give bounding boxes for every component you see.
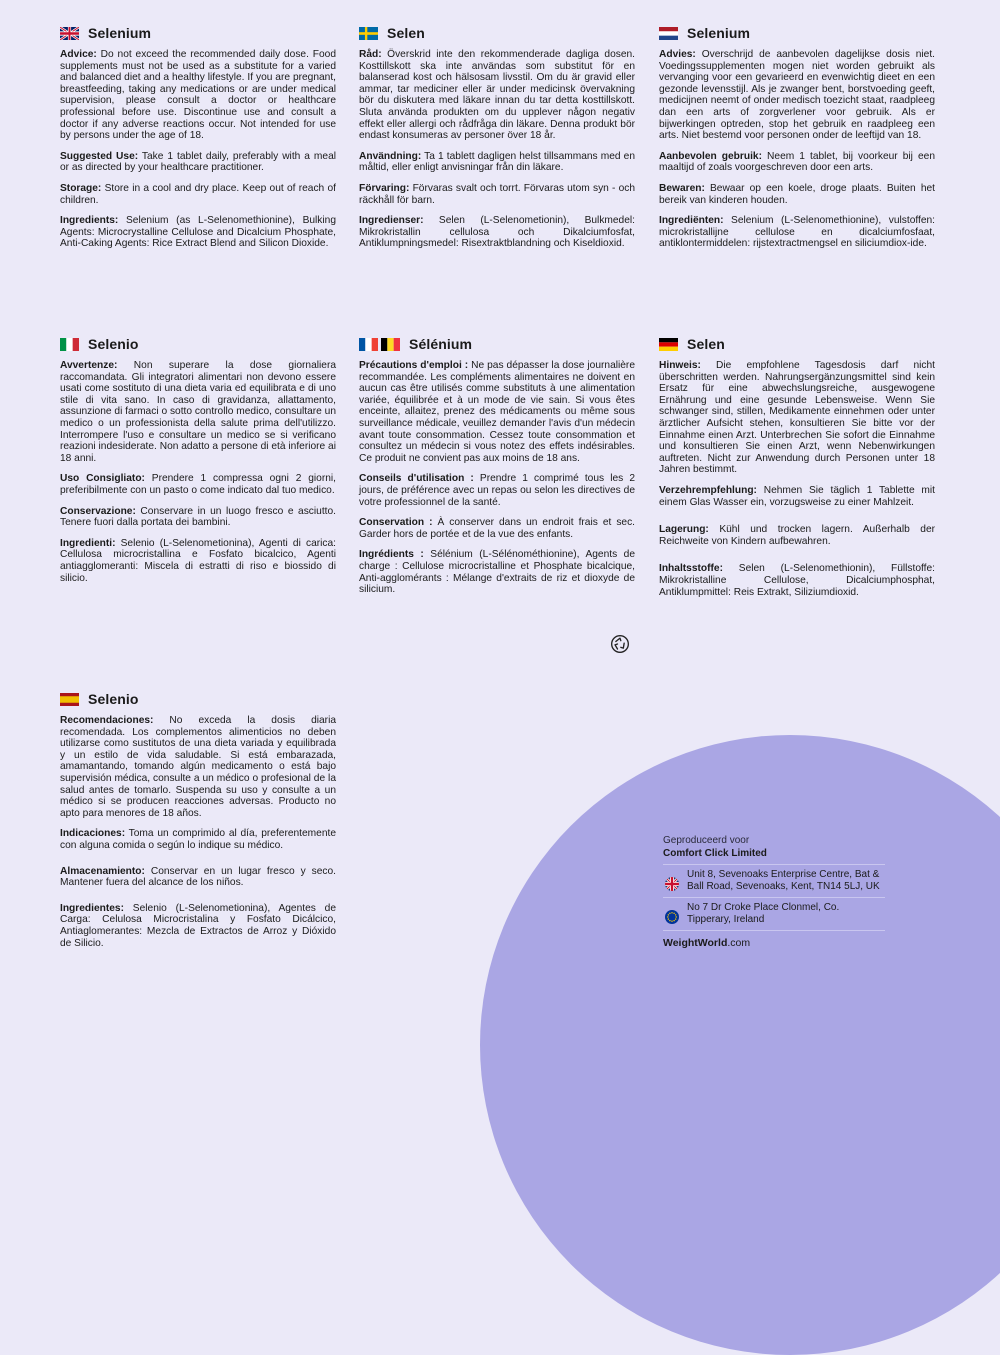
advice-text: Överskrid inte den rekommenderade dagliga dosen. Kosttillskott ska inte användas som substitut för en balanserad kost och hälsosam livsstil. Om du är gravid eller ammar, tar mediciner eller är under medicinsk övervakning bör du diskutera med läkare innan du tar detta kosttillskott. Sluta använda produkten om du upplever någon negativ effekt eller allergi och rådfråga din läkare. Denna produkt bör endast konsumeras av personer över 18 år. xyxy=(359,49,635,142)
company-name: Comfort Click Limited xyxy=(663,848,767,859)
ingredients-text: Selen (L-Selenomethionin), Füllstoffe: Mikrokristalline Cellulose, Dicalciumphosphat, Antiklumpmittel: Reis Extrakt, Siliziumdioxid. xyxy=(659,563,935,598)
ingredients-paragraph xyxy=(60,903,336,949)
section-title: Selenium xyxy=(687,25,751,41)
ingredients-text: Selenium (L-Selenomethionine), vulstoffen: microkristallijne cellulose en dicalciumfosfaat, antiklontermiddelen: rijstextractmengsel en siliciumdiox-ide. xyxy=(659,215,935,250)
use-paragraph xyxy=(359,151,635,174)
advice-paragraph xyxy=(659,49,935,142)
uk-flag-icon xyxy=(665,877,679,891)
france-flag-icon xyxy=(359,338,378,351)
use-paragraph xyxy=(60,151,336,174)
produced-for-label: Geproduceerd voor xyxy=(663,835,750,846)
ingredients-label: Ingrediënten: xyxy=(659,215,724,227)
storage-label: Conservazione: xyxy=(60,505,136,517)
advice-label: Hinweis: xyxy=(659,360,701,371)
section-header xyxy=(60,690,336,708)
section-header xyxy=(659,335,935,353)
advice-paragraph xyxy=(659,360,935,476)
ingredients-paragraph xyxy=(60,538,336,584)
ingredients-text: Selenio (L-Selenometionina), Agenti di carica: Cellulosa microcristallina e Fosfato bicalcico, Agenti antiagglomeranti: Miscela di estratti di riso e biossido di silicio. xyxy=(60,537,336,584)
advice-label: Avvertenze: xyxy=(60,360,118,371)
ingredients-paragraph xyxy=(659,215,935,250)
use-text: Ta 1 tablett dagligen helst tillsammans med en måltid, eller enligt anvisningar från din läkare. xyxy=(359,150,635,174)
use-paragraph xyxy=(359,473,635,508)
section-header xyxy=(659,24,935,42)
storage-label: Förvaring: xyxy=(359,182,410,194)
website-tld: .com xyxy=(727,937,751,949)
use-label: Indicaciones: xyxy=(60,828,126,840)
use-label: Uso Consigliato: xyxy=(60,473,145,485)
advice-text: No exceda la dosis diaria recomendada. Los complementos alimenticios no deben utilizarse como sustitutos de una dieta variada y equilibrada y un estilo de vida saludable. Si está embarazada, amamantando, tomando algún medicamento o está bajo supervisión médica, consulte a un médico o profesional de la salud antes de tomarlo. Suspenda su uso y consulte a un médico si se producen reacciones adversas. Producto no apto para menores de 18 años. xyxy=(60,715,336,819)
ingredients-text: Selen (L-Selenometionin), Bulkmedel: Mikrokristallin cellulosa och Dikalciumfosfat, Antiklumpningsmedel: Risextraktblandning och Kiseldioxid. xyxy=(359,215,635,250)
website xyxy=(663,937,885,949)
triman-recycle-icon xyxy=(610,634,630,654)
storage-label: Storage: xyxy=(60,182,102,194)
use-paragraph xyxy=(60,473,336,496)
ingredients-label: Ingredienti: xyxy=(60,537,116,549)
use-label: Conseils d'utilisation : xyxy=(359,473,474,485)
advice-text: Ne pas dépasser la dose journalière recommandée. Les compléments alimentaires ne doivent en aucun cas être utilisés comme substituts à une alimentation variée, équilibrée et à un mode de vie sain. Si vous êtes enceinte, allaitez, prenez des médicaments ou même sous surveillance médicale, veuillez demander l'avis d'un médecin avant toute consommation. Cessez toute consommation et consultez un médecin si vous notez des effets indésirables. Ce produit ne convient pas aux moins de 18 ans. xyxy=(359,360,635,464)
netherlands-flag-icon xyxy=(659,27,678,40)
storage-paragraph xyxy=(60,866,336,889)
section-italian xyxy=(60,335,336,593)
section-title: Selenium xyxy=(88,25,152,41)
section-header xyxy=(60,24,336,42)
germany-flag-icon xyxy=(659,338,678,351)
website-brand: WeightWorld xyxy=(663,937,728,949)
storage-text: Bewaar op een koele, droge plaats. Buiten het bereik van kinderen houden. xyxy=(659,182,935,206)
storage-paragraph xyxy=(659,183,935,206)
advice-paragraph xyxy=(60,49,336,142)
uk-address: Unit 8, Sevenoaks Enterprise Centre, Bat & Ball Road, Sevenoaks, Kent, TN14 5LJ, UK xyxy=(687,869,880,892)
storage-text: Förvaras svalt och torrt. Förvaras utom syn - och räckhåll för barn. xyxy=(359,182,635,206)
section-german xyxy=(659,335,935,607)
section-header xyxy=(359,24,635,42)
sweden-flag-icon xyxy=(359,27,378,40)
section-title: Selenio xyxy=(88,336,139,352)
belgium-flag-icon xyxy=(381,338,400,351)
section-header xyxy=(60,335,336,353)
advice-text: Die empfohlene Tagesdosis darf nicht überschritten werden. Nahrungsergänzungsmittel sind kein Ersatz für eine abwechslungsreiche, ausgewogene Ernährung und eine gesunde Lebensweise. Wenn Sie schwanger sind, stillen, Medikamente einnehmen oder unter ärztlicher Aufsicht stehen, konsultieren Sie bitte vor der Einnahme einen Arzt. Unterbrechen Sie sofort die Einnahme und konsultieren Sie einen Arzt, wenn Nebenwirkungen auftreten. Nicht zur Anwendung durch Personen unter 18 Jahren bestimmt. xyxy=(659,360,935,476)
advice-paragraph xyxy=(60,715,336,819)
advice-label: Advies: xyxy=(659,49,696,60)
storage-text: Kühl und trocken lagern. Außerhalb der Reichweite von Kindern aufbewahren. xyxy=(659,524,935,547)
section-title: Selenio xyxy=(88,691,139,707)
storage-paragraph xyxy=(359,517,635,540)
storage-label: Conservation : xyxy=(359,517,433,529)
section-title: Sélénium xyxy=(409,336,473,352)
storage-text: À conserver dans un endroit frais et sec. Garder hors de portée et de la vue des enfants. xyxy=(359,517,635,540)
storage-text: Conservar en un lugar fresco y seco. Mantener fuera del alcance de los niños. xyxy=(60,865,336,889)
storage-label: Almacenamiento: xyxy=(60,865,145,877)
section-english xyxy=(60,24,336,259)
use-text: Prendere 1 compressa ogni 2 giorni, preferibilmente con un pasto o come indicato dal tuo medico. xyxy=(60,473,336,496)
ingredients-text: Selenio (L-Selenometionina), Agentes de Carga: Celulosa Microcristalina y Fosfato Dicálcico, Antiaglomerantes: Mezcla de Extractos de Arroz y Dióxido de Silicio. xyxy=(60,902,336,949)
section-swedish xyxy=(359,24,635,259)
manufacturer-block xyxy=(663,835,885,949)
storage-label: Bewaren: xyxy=(659,182,705,194)
spain-flag-icon xyxy=(60,693,79,706)
advice-label: Recomendaciones: xyxy=(60,715,154,726)
advice-label: Råd: xyxy=(359,49,382,60)
uk-flag-icon xyxy=(60,27,79,40)
use-text: Neem 1 tablet, bij voorkeur bij een maaltijd of zoals voorgeschreven door een arts. xyxy=(659,150,935,174)
advice-text: Overschrijd de aanbevolen dagelijkse dosis niet. Voedingssupplementen mogen niet worden gebruikt als vervanging voor een gevarieerd en evenwichtig dieet en een gezonde levensstijl. Als je zwanger bent, borstvoeding geeft, medicijnen neemt of onder medisch toezicht staat, raadpleeg dan een arts of zorgverlener voor gebruik. Als er bijwerkingen optreden, stop het gebruik en raadpleeg een arts. Niet bestemd voor personen onder de leeftijd van 18. xyxy=(659,49,935,142)
advice-paragraph xyxy=(359,49,635,142)
storage-label: Lagerung: xyxy=(659,524,709,536)
use-label: Användning: xyxy=(359,150,422,162)
advice-text: Non superare la dose giornaliera raccomandata. Gli integratori alimentari non devono essere usati come sostituto di una dieta varia ed equilibrata e di uno stile di vita sano. In caso di gravidanza, allattamento, assunzione di farmaci o sotto controllo medico, consultare un medico o un professionista della salute prima dell'utilizzo. Interrompere l'uso e consultare un medico se si verificano reazioni indesiderate. Non adatto a persone di età inferiore ai 18 anni. xyxy=(60,360,336,464)
use-text: Take 1 tablet daily, preferably with a meal or as directed by your healthcare practitioner. xyxy=(60,150,336,174)
use-label: Suggested Use: xyxy=(60,150,139,162)
section-french xyxy=(359,335,635,605)
eu-flag-icon xyxy=(665,910,679,924)
use-paragraph xyxy=(60,828,336,851)
advice-paragraph xyxy=(359,360,635,464)
section-spanish xyxy=(60,690,336,958)
ingredients-label: Ingredienser: xyxy=(359,215,424,227)
section-title: Selen xyxy=(687,336,725,352)
ingredients-paragraph xyxy=(359,215,635,250)
eu-address: No 7 Dr Croke Place Clonmel, Co. Tipperary, Ireland xyxy=(687,902,840,925)
storage-paragraph xyxy=(60,183,336,206)
storage-paragraph xyxy=(659,524,935,547)
use-label: Verzehrempfehlung: xyxy=(659,484,757,496)
use-paragraph xyxy=(659,151,935,174)
storage-paragraph xyxy=(359,183,635,206)
storage-text: Conservare in un luogo fresco e asciutto. Tenere fuori dalla portata dei bambini. xyxy=(60,505,336,529)
decorative-circle xyxy=(480,735,1000,1355)
advice-label: Précautions d'emploi : xyxy=(359,360,469,371)
advice-text: Do not exceed the recommended daily dose. Food supplements must not be used as a substitute for a varied and balanced diet and a healthy lifestyle. If you are pregnant, breastfeeding, taking any medications or are under medical supervision, please consult a doctor or healthcare professional before use. Discontinue use and consult a doctor if any adverse reactions occur. Not intended for use by persons under the age of 18. xyxy=(60,49,336,142)
uk-address-row xyxy=(663,865,885,897)
use-text: Prendre 1 comprimé tous les 2 jours, de préférence avec un repas ou selon les directives de votre professionnel de la santé. xyxy=(359,473,635,508)
ingredients-paragraph xyxy=(359,549,635,595)
advice-paragraph xyxy=(60,360,336,464)
ingredients-label: Ingredientes: xyxy=(60,902,124,914)
ingredients-label: Ingredients: xyxy=(60,215,119,227)
ingredients-text: Selenium (as L-Selenomethionine), Bulking Agents: Microcrystalline Cellulose and Dicalcium Phosphate, Anti-Caking Agents: Rice Extract Blend and Silicon Dioxide. xyxy=(60,215,336,250)
use-text: Toma un comprimido al día, preferentemente con alguna comida o según lo indique su médico. xyxy=(60,828,336,851)
section-dutch xyxy=(659,24,935,259)
ingredients-label: Ingrédients : xyxy=(359,549,424,561)
ingredients-label: Inhaltsstoffe: xyxy=(659,563,723,575)
storage-paragraph xyxy=(60,506,336,529)
storage-text: Store in a cool and dry place. Keep out of reach of children. xyxy=(60,182,336,206)
ingredients-paragraph xyxy=(659,563,935,598)
italy-flag-icon xyxy=(60,338,79,351)
eu-address-row xyxy=(663,898,885,930)
use-text: Nehmen Sie täglich 1 Tablette mit einem Glas Wasser ein, vorzugsweise zu einer Mahlzeit. xyxy=(659,484,935,508)
advice-label: Advice: xyxy=(60,49,97,60)
use-paragraph xyxy=(659,485,935,508)
use-label: Aanbevolen gebruik: xyxy=(659,150,762,162)
ingredients-text: Sélénium (L-Sélénométhionine), Agents de charge : Cellulose microcristalline et Phosphate bicalcique, Anti-agglomérants : Mélange d'extraits de riz et dioxyde de silicium. xyxy=(359,549,635,596)
ingredients-paragraph xyxy=(60,215,336,250)
section-header xyxy=(359,335,635,353)
section-title: Selen xyxy=(387,25,425,41)
divider xyxy=(663,930,885,931)
